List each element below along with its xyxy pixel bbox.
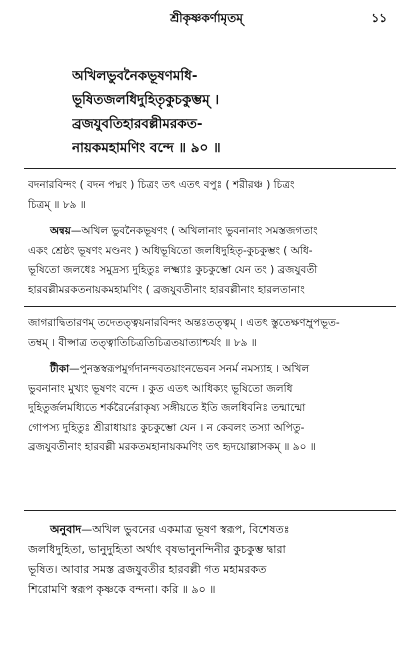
commentary-line: চিত্রম্ ॥ ৮৯ ॥ xyxy=(28,198,86,211)
verse-line: নায়কমহামণিং বন্দে ॥ ৯০ ॥ xyxy=(72,140,221,156)
tika-line: ব্রজযুবতীনাং হারবল্লী মরকতমহানায়কমণিং তৎ হৃদয়োল্লাসকম্ ॥ ৯০ ॥ xyxy=(28,441,316,453)
verse-line: ব্রজযুবতিহারবল্লীমরকত- xyxy=(72,116,203,132)
anvaya-section xyxy=(28,222,390,300)
anuvad-line: শিরোমণি স্বরূপ কৃষ্ণকে বন্দনা। করি ॥ ৯০ ॥ xyxy=(28,583,216,596)
anvaya-line: হারবল্লীমরকতনায়কমহামণিং ( ব্রজযুবতীনাং হারবল্লীনাং হারলতানাং xyxy=(28,283,305,296)
tika-line: গোপস্য দুহিতুঃ শ্রীরাধায়াঃ কুচকুম্ভো যেন । ন কেবলং তস্যা অপিতু- xyxy=(28,421,305,434)
commentary-line: তম্বম্ । বীপ্সাত্র তত্ত্বাতিচিত্রতিচিত্রতয়াত্যাশ্চর্যং ॥ ৮৯ ॥ xyxy=(28,336,257,349)
verse-line: অখিলভুবনৈকভূষণমধি- xyxy=(72,68,198,84)
anuvad-line: জলধিদুহিতা, ভানুদুহিতা অর্থাৎ বৃষভানুনন্দিনীর কুচকুম্ভ দ্বারা xyxy=(28,543,286,556)
anuvad-section xyxy=(28,520,390,600)
tika-line: দুহিতুর্জলমধ্যিতে শর্করৈর্নেরাকৃষ্য সঙ্গীয়তে ইতি জলধিবনিঃ তন্মান্মো xyxy=(28,402,306,414)
commentary-line: বদনারবিন্দং ( বদন পদ্মং ) চিত্রং তৎ এতৎ বপুঃ ( শরীরঞ্চ ) চিত্রং xyxy=(28,179,295,191)
anuvad-label: অনুবাদ xyxy=(50,523,82,536)
commentary-top xyxy=(28,176,390,215)
tika-line: —পুনস্তস্বরূপমুর্গদানন্দবতয়াংনভেবন সনর্ম নমস্যাহ । অখিল xyxy=(69,363,310,375)
anvaya-line: একং শ্রেষ্ঠং ভূষণং মণ্ডনং ) অধিভূষিতো জলধিদুহিতৃ-কুচকুম্ভং ( অধি- xyxy=(28,244,313,257)
anuvad-line: ভূষিত। আবার সমস্ত ব্রজযুবতীর হারবল্লী গত মহামরকত xyxy=(28,563,267,576)
anvaya-line: —অখিল ভুবনৈকভূষণং ( অখিলানাং ভুবনানাং সমস্তজগতাং xyxy=(70,225,318,237)
tika-label: টীকা xyxy=(50,363,70,375)
tika-line: ভুবনানাং মুখ্যং ভূষণং বন্দে । কুত এতৎ আধিক্যং ভূষিতো জলধি xyxy=(28,382,293,395)
anuvad-line: —অখিল ভুবনের একমাত্র ভূষণ স্বরূপ, বিশেষতঃ xyxy=(81,523,290,536)
running-header-title: শ্রীকৃষ্ণকর্ণামৃতম্ xyxy=(170,11,243,25)
divider xyxy=(24,306,396,307)
verse-line: ভূষিতজলধিদুহিতৃকুচকুম্ভম্ । xyxy=(72,92,220,108)
divider xyxy=(24,510,396,511)
commentary-mid xyxy=(28,314,390,353)
anvaya-label: অন্বয় xyxy=(50,225,71,237)
divider xyxy=(24,168,396,169)
commentary-line: জাগরাদ্বিতারণম্ তদেতত্ত্বয়নারবিন্দং অন্তঃতত্ত্বম্ । এতৎ স্তুতেক্ষণম্রুপভূত- xyxy=(28,317,340,329)
anvaya-line: ভূষিতো জলধেঃ সমুদ্রস্য দুহিতুঃ লক্ষ্ম্যাঃ কুচকুম্ভো যেন তং ) ব্রজযুবতী xyxy=(28,264,318,276)
page-number: ১১ xyxy=(371,11,387,25)
verse-block xyxy=(72,64,392,160)
tika-section xyxy=(28,360,390,458)
